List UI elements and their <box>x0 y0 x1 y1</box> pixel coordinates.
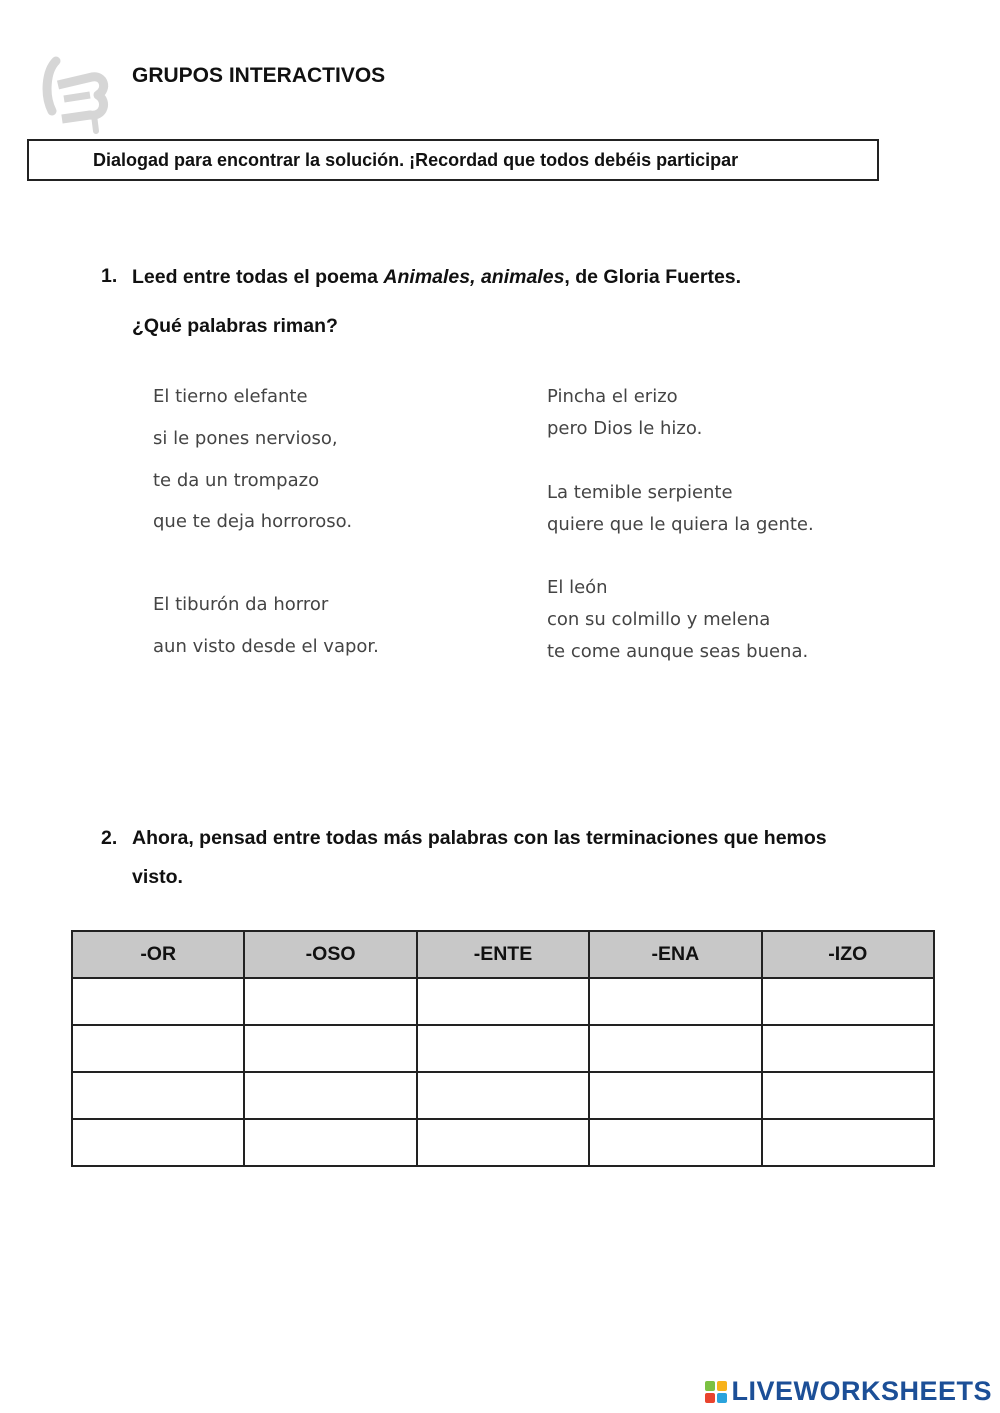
question-1-number: 1. <box>101 265 118 287</box>
brand-name: LIVEWORKSHEETS <box>731 1376 992 1406</box>
poem-line: El tierno elefante <box>153 386 308 407</box>
liveworksheets-logo[interactable] <box>705 1376 992 1407</box>
answer-cell[interactable] <box>589 1119 761 1166</box>
answer-cell[interactable] <box>417 978 589 1025</box>
table-row <box>72 1072 934 1119</box>
answer-cell[interactable] <box>417 1119 589 1166</box>
table-row <box>72 1119 934 1166</box>
column-header-oso: -OSO <box>244 931 416 978</box>
answer-cell[interactable] <box>72 1072 244 1119</box>
answer-cell[interactable] <box>417 1025 589 1072</box>
answer-cell[interactable] <box>762 1025 934 1072</box>
answer-cell[interactable] <box>762 1072 934 1119</box>
answer-cell[interactable] <box>589 978 761 1025</box>
answer-cell[interactable] <box>589 1025 761 1072</box>
poem-line: pero Dios le hizo. <box>547 418 703 439</box>
column-header-ente: -ENTE <box>417 931 589 978</box>
question-1-subquestion: ¿Qué palabras riman? <box>132 315 338 337</box>
question-2-text-continued: visto. <box>132 866 183 888</box>
poem-line: que te deja horroroso. <box>153 511 353 532</box>
poem-line: Pincha el erizo <box>547 386 678 407</box>
poem-line: si le pones nervioso, <box>153 428 338 449</box>
instruction-box <box>27 139 879 181</box>
poem-line: El tiburón da horror <box>153 594 329 615</box>
answer-cell[interactable] <box>72 978 244 1025</box>
table-header-row <box>72 931 934 978</box>
column-header-or: -OR <box>72 931 244 978</box>
answer-cell[interactable] <box>72 1025 244 1072</box>
table-row <box>72 1025 934 1072</box>
answer-cell[interactable] <box>244 1119 416 1166</box>
poem-line: te come aunque seas buena. <box>547 641 809 662</box>
instruction-text: Dialogad para encontrar la solución. ¡Recordad que todos debéis participar <box>93 149 739 170</box>
answer-cell[interactable] <box>244 978 416 1025</box>
column-header-izo: -IZO <box>762 931 934 978</box>
answer-cell[interactable] <box>417 1072 589 1119</box>
answer-cell[interactable] <box>72 1119 244 1166</box>
answer-cell[interactable] <box>244 1072 416 1119</box>
question-1-text-start: Leed entre todas el poema <box>132 266 384 288</box>
liveworksheets-logo-icon <box>705 1381 727 1403</box>
page-title: GRUPOS INTERACTIVOS <box>132 64 386 87</box>
answer-cell[interactable] <box>244 1025 416 1072</box>
question-1-text-end: , de Gloria Fuertes. <box>564 266 742 288</box>
poem-line: con su colmillo y melena <box>547 609 771 630</box>
question-1-text <box>132 257 741 297</box>
answer-cell[interactable] <box>589 1072 761 1119</box>
question-2-number: 2. <box>101 827 118 849</box>
poem-line: aun visto desde el vapor. <box>153 636 379 657</box>
answer-cell[interactable] <box>762 1119 934 1166</box>
poem-line: te da un trompazo <box>153 470 320 491</box>
question-2-text: Ahora, pensad entre todas más palabras con las terminaciones que hemos <box>132 827 827 849</box>
word-endings-table <box>71 930 935 1167</box>
poem-line: quiere que le quiera la gente. <box>547 514 814 535</box>
column-header-ena: -ENA <box>589 931 761 978</box>
school-logo-icon <box>40 55 112 135</box>
poem-title: Animales, animales <box>383 266 565 288</box>
poem-line: El león <box>547 577 608 598</box>
table-row <box>72 978 934 1025</box>
poem-line: La temible serpiente <box>547 482 733 503</box>
answer-cell[interactable] <box>762 978 934 1025</box>
